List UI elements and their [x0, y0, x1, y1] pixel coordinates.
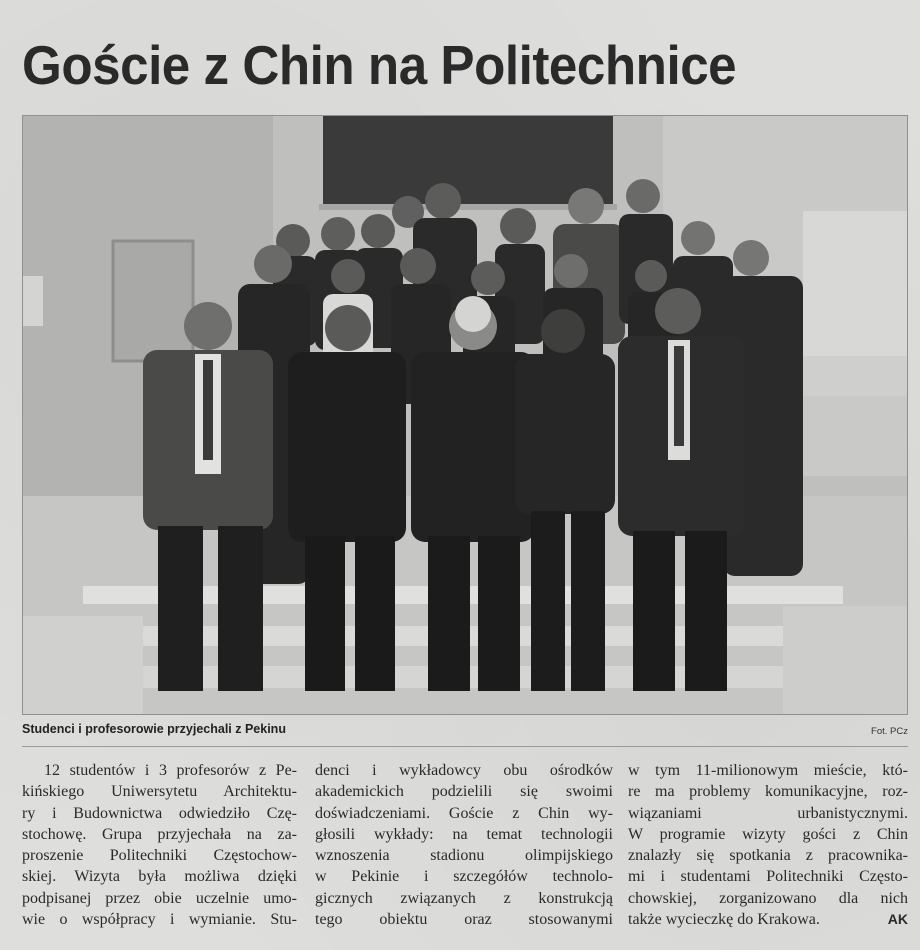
- text-line-last: [628, 909, 908, 930]
- text-line: gicznych związanych z konstrukcją: [315, 889, 613, 907]
- text-line: znalazły się spotkania z pracownika-: [628, 847, 908, 865]
- text-line: 12 studentów i 3 profesorów z Pe-: [44, 762, 297, 779]
- caption-divider: [22, 746, 908, 747]
- article-column-3: [628, 760, 908, 930]
- group-photo-illustration: [23, 116, 908, 715]
- text-line-final: także wycieczkę do Krakowa.: [628, 911, 820, 929]
- text-line: mi i studentami Politechniki Często-: [628, 868, 908, 886]
- text-line: chowskiej, zorganizowano dla nich: [628, 889, 908, 907]
- text-line: wiązaniami urbanistycznymi.: [628, 804, 908, 822]
- text-line: re ma problemy komunikacyjne, roz-: [628, 783, 908, 801]
- headline: Goście z Chin na Politechnice: [22, 34, 737, 96]
- photo-credit: Fot. PCz: [871, 726, 908, 737]
- photo-caption: Studenci i profesorowie przyjechali z Pekinu: [22, 722, 286, 736]
- group-photo: [22, 115, 908, 715]
- author-signature: AK: [887, 911, 908, 928]
- caption-row: [22, 718, 908, 744]
- text-line: denci i wykładowcy obu ośrodków: [315, 762, 613, 779]
- text-line: w Pekinie i szczegółów technolo-: [315, 868, 613, 886]
- text-line: akademickich podzielili się swoimi: [315, 783, 613, 801]
- text-line: kińskiego Uniwersytetu Architektu-: [22, 783, 297, 801]
- text-line: wznoszenia stadionu olimpijskiego: [315, 847, 613, 865]
- text-line: doświadczeniami. Goście z Chin wy-: [315, 804, 613, 822]
- text-line: w tym 11-milionowym mieście, któ-: [628, 762, 908, 779]
- article-column-2: [315, 760, 613, 930]
- text-line: proszenie Politechniki Częstochow-: [22, 847, 297, 865]
- text-line: tego obiektu oraz stosowanymi: [315, 911, 613, 929]
- text-line: podpisanej przez obie uczelnie umo-: [22, 889, 297, 907]
- text-line: W programie wizyty gości z Chin: [628, 825, 908, 843]
- article-column-1: [22, 760, 297, 930]
- text-line: skiej. Wizyta była możliwa dzięki: [22, 868, 297, 886]
- text-line: ry i Budownictwa odwiedziło Czę-: [22, 804, 297, 822]
- text-line: głosili wykłady: na temat technologii: [315, 825, 613, 843]
- text-line: stochowę. Grupa przyjechała na za-: [22, 825, 297, 843]
- text-line: wie o współpracy i wymianie. Stu-: [22, 911, 297, 929]
